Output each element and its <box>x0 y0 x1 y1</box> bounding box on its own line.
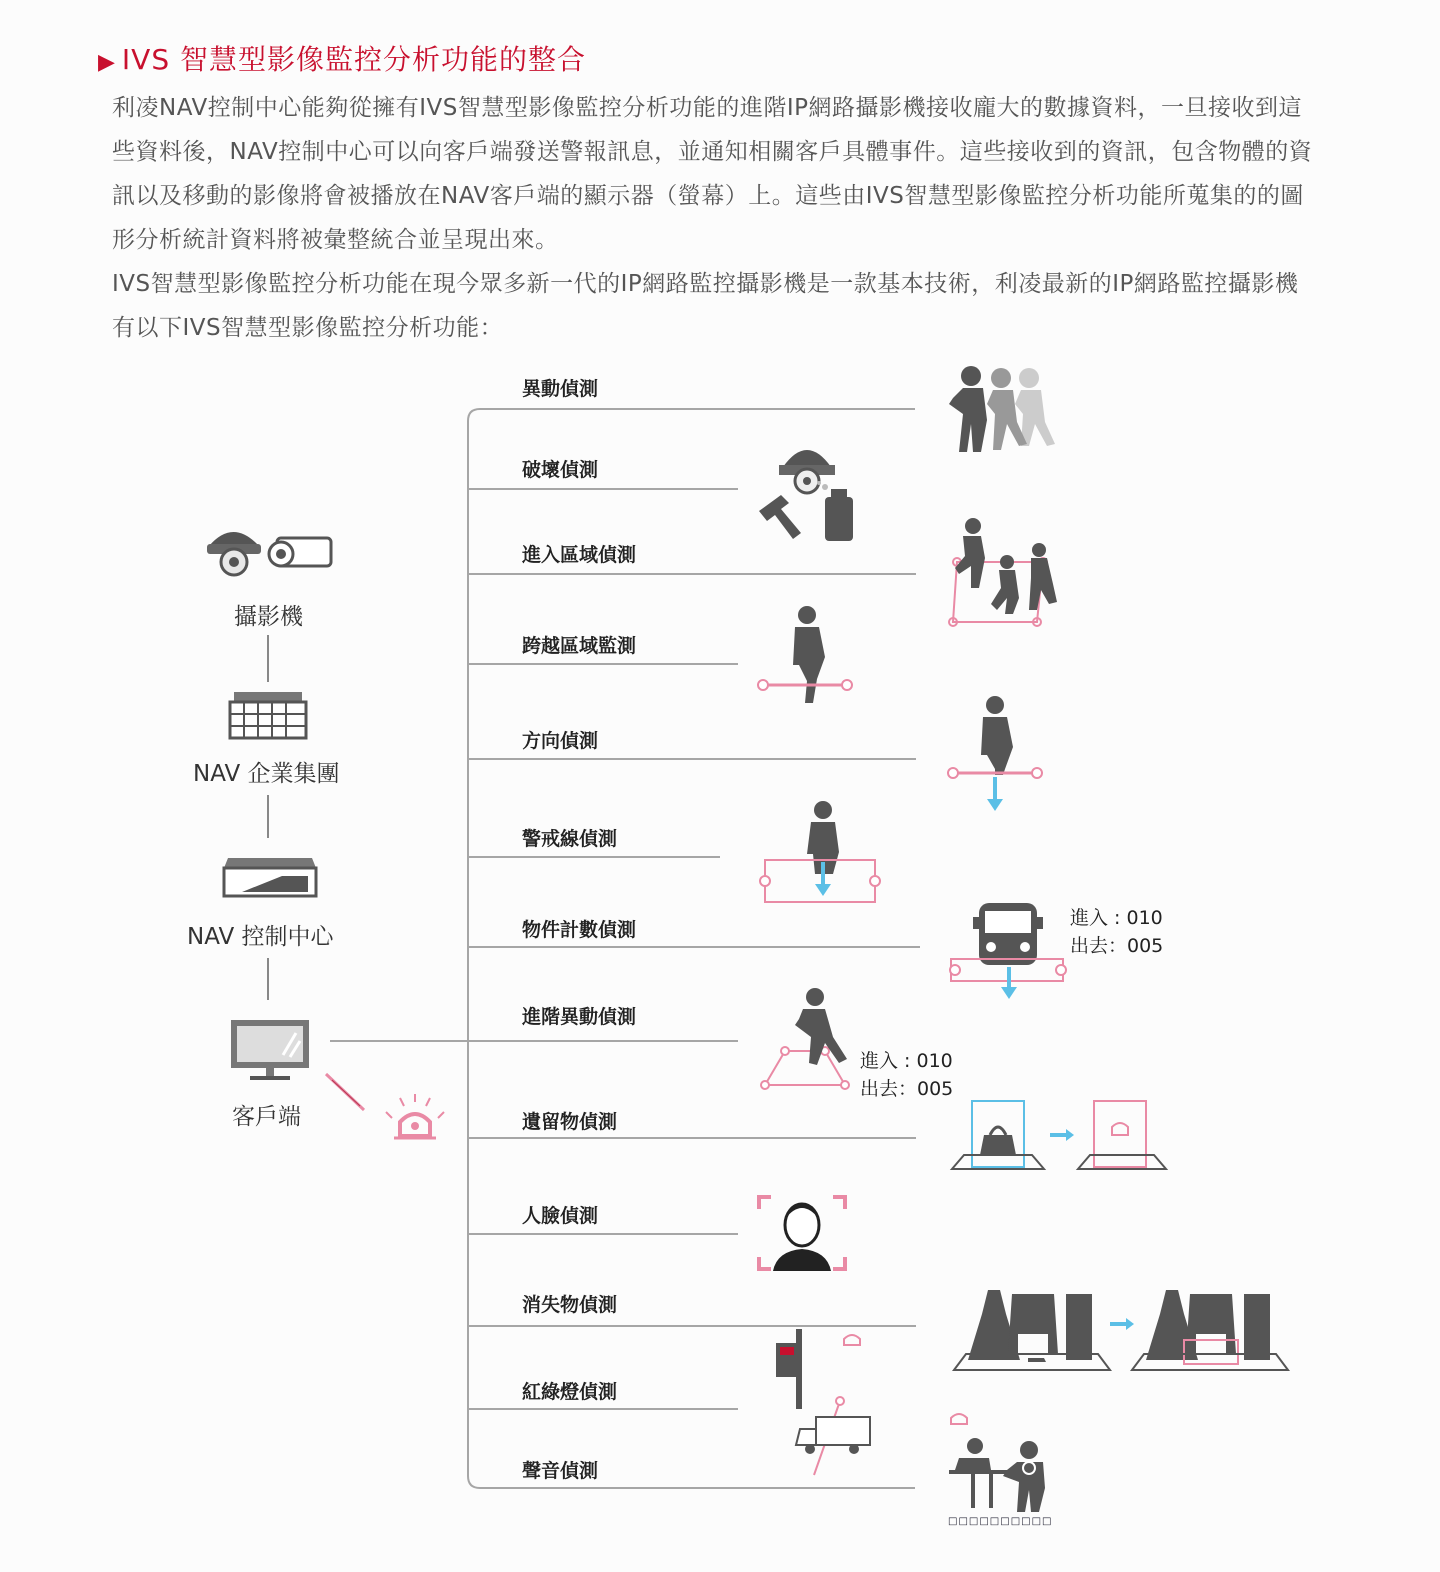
nav-center-label: NAV 控制中心 <box>187 924 334 950</box>
out-count: 出去：005 <box>1070 935 1164 957</box>
motion-people-icon <box>945 364 1065 456</box>
func-label: 異動偵測 <box>522 378 599 400</box>
func-label: 遺留物偵測 <box>522 1111 618 1133</box>
func-label: 跨越區域監測 <box>522 635 637 657</box>
camera-label: 攝影機 <box>234 604 303 630</box>
func-label: 警戒線偵測 <box>522 828 618 850</box>
divider <box>468 856 720 858</box>
divider <box>468 1137 916 1139</box>
divider <box>468 488 738 490</box>
func-label: 聲音偵測 <box>522 1460 599 1482</box>
nav-group-label: NAV 企業集團 <box>193 761 340 787</box>
tripwire-icon <box>755 798 885 906</box>
divider <box>468 663 738 665</box>
func-label: 消失物偵測 <box>522 1294 618 1316</box>
footnote: □□□□□□□□□□ <box>948 1516 1053 1527</box>
advanced-motion-icon <box>755 985 855 1095</box>
out-count: 出去：005 <box>860 1078 954 1100</box>
divider <box>468 758 916 760</box>
face-detection-icon <box>755 1193 850 1273</box>
alarm-signal-icon <box>320 1068 455 1143</box>
triangle-marker-icon: ▶ <box>98 50 116 75</box>
divider <box>468 946 920 948</box>
area-intrusion-icon <box>945 518 1065 628</box>
func-label: 破壞偵測 <box>522 459 599 481</box>
client-label: 客戶端 <box>232 1104 301 1130</box>
nvr-device-icon <box>222 856 318 898</box>
paragraph-2: IVS智慧型影像監控分析功能在現今眾多新一代的IP網路監控攝影機是一款基本技術，利凌最新的IP網路監控攝影機有以下IVS智慧型影像監控分析功能： <box>112 271 1299 341</box>
left-object-icon <box>948 1095 1176 1175</box>
func-label: 人臉偵測 <box>522 1205 599 1227</box>
bus-counting-icon <box>945 895 1070 1000</box>
monitor-icon <box>228 1017 312 1083</box>
divider <box>468 573 916 575</box>
traffic-light-icon <box>770 1325 880 1480</box>
direction-icon <box>945 695 1045 813</box>
heading-text: IVS 智慧型影像監控分析功能的整合 <box>121 43 587 76</box>
divider <box>468 1040 738 1042</box>
in-count: 進入 : 010 <box>1070 907 1163 929</box>
func-label: 紅綠燈偵測 <box>522 1381 618 1403</box>
advanced-counter <box>860 1047 953 1103</box>
bus-counter <box>1070 904 1163 960</box>
divider <box>468 1233 738 1235</box>
func-label: 物件計數偵測 <box>522 919 637 941</box>
missing-object-icon <box>948 1274 1298 1374</box>
divider <box>468 1408 738 1410</box>
cross-line-icon <box>755 605 855 705</box>
func-label: 方向偵測 <box>522 730 599 752</box>
camera-icon <box>205 522 335 582</box>
audio-detection-icon <box>945 1408 1055 1518</box>
tamper-camera-icon <box>755 437 860 545</box>
func-label: 進階異動偵測 <box>522 1006 637 1028</box>
func-label: 進入區域偵測 <box>522 544 637 566</box>
paragraph-1: 利凌NAV控制中心能夠從擁有IVS智慧型影像監控分析功能的進階IP網路攝影機接收龐大的數據資料，一旦接收到這些資料後，NAV控制中心可以向客戶端發送警報訊息，並通知相關客戶具體事件。這些接收到的資訊，包含物體的資訊以及移動的影像將會被播放在NAV客戶端的顯示器（螢幕）上。這些由IVS智慧型影像監控分析功能所蒐集的的圖形分析統計資料將被彙整統合並呈現出來。 <box>112 95 1313 253</box>
server-rack-icon <box>228 690 308 740</box>
in-count: 進入 : 010 <box>860 1050 953 1072</box>
